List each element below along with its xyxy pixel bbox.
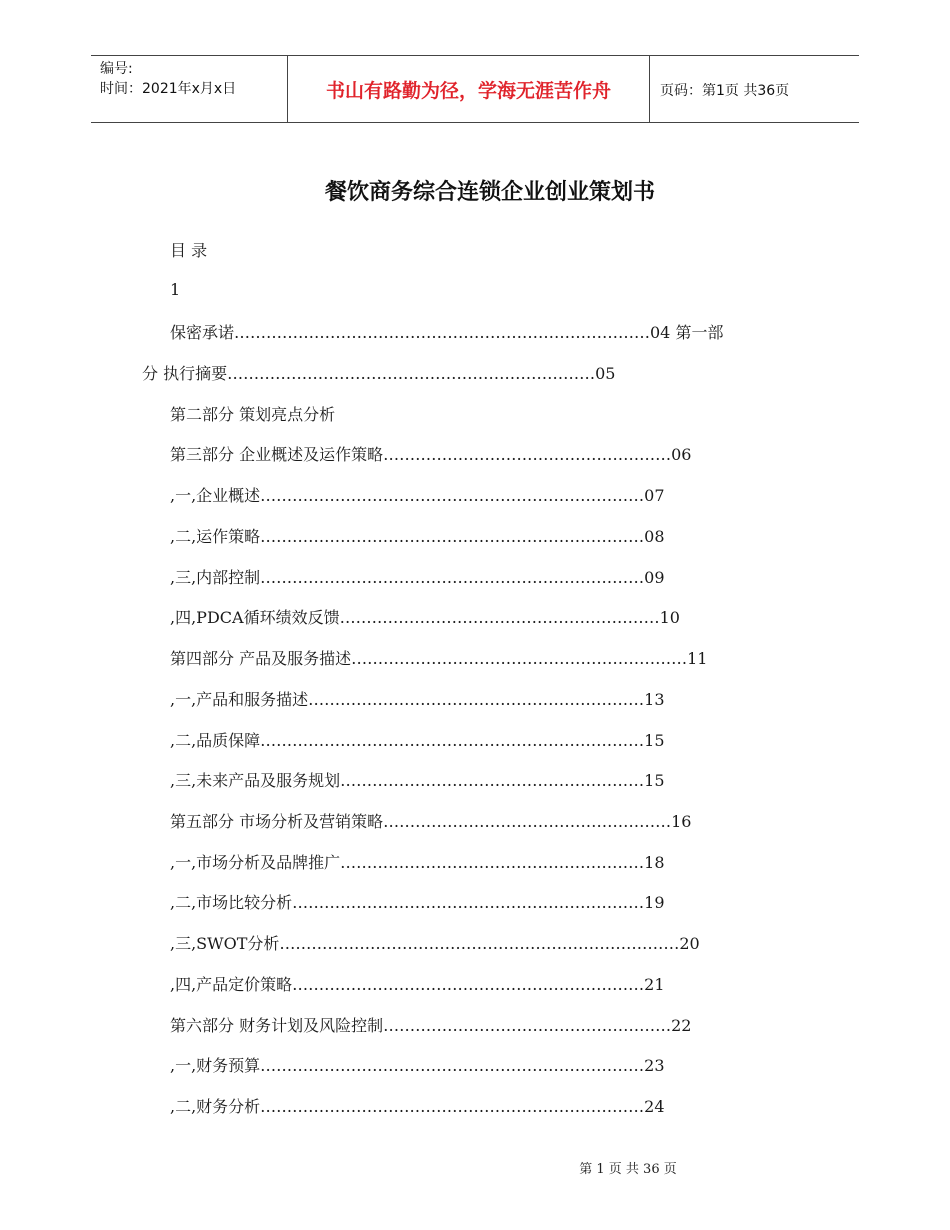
toc-line: ,二,运作策略………………………………………………………………08 — [170, 527, 665, 546]
toc-line: ,二,市场比较分析…………………………………………………………19 — [170, 893, 665, 912]
toc-line: ,一,企业概述………………………………………………………………07 — [170, 486, 665, 505]
serial-label: 编号: — [100, 61, 133, 77]
motto: 书山有路勤为径，学海无涯苦作舟 — [325, 80, 611, 102]
toc-line: ,一,产品和服务描述………………………………………………………13 — [170, 690, 665, 709]
header-motto-cell — [288, 56, 650, 122]
toc-line: 第二部分 策划亮点分析 — [170, 405, 336, 424]
page-footer: 第 1 页 共 36 页 — [579, 1162, 677, 1177]
toc-line: ,四,PDCA循环绩效反馈……………………………………………………10 — [170, 608, 680, 627]
toc-line: ,一,市场分析及品牌推广…………………………………………………18 — [170, 853, 665, 872]
toc-line: ,三,未来产品及服务规划…………………………………………………15 — [170, 771, 665, 790]
toc-line: 保密承诺……………………………………………………………………04 第一部 — [170, 323, 724, 342]
toc-line: ,一,财务预算………………………………………………………………23 — [170, 1056, 665, 1075]
page-label: 页码：第1页 共36页 — [660, 83, 790, 99]
toc-line: ,三,SWOT分析…………………………………………………………………20 — [170, 934, 700, 953]
toc-line: 分 执行摘要……………………………………………………………05 — [142, 364, 616, 383]
toc-line: ,四,产品定价策略…………………………………………………………21 — [170, 975, 665, 994]
time-label: 时间：2021年x月x日 — [100, 81, 237, 97]
toc-line: 第三部分 企业概述及运作策略………………………………………………06 — [170, 445, 692, 464]
toc-line: 第六部分 财务计划及风险控制………………………………………………22 — [170, 1016, 692, 1035]
toc-number: 1 — [170, 280, 181, 299]
header-meta-cell — [91, 56, 288, 122]
document-title: 餐饮商务综合连锁企业创业策划书 — [324, 180, 655, 205]
toc-line: ,三,内部控制………………………………………………………………09 — [170, 568, 665, 587]
document-header — [91, 55, 859, 123]
header-page-cell — [650, 56, 859, 122]
toc-heading: 目 录 — [170, 241, 208, 260]
toc-line: 第四部分 产品及服务描述………………………………………………………11 — [170, 649, 708, 668]
toc-line: ,二,财务分析………………………………………………………………24 — [170, 1097, 665, 1116]
toc-line: ,二,品质保障………………………………………………………………15 — [170, 731, 665, 750]
toc-line: 第五部分 市场分析及营销策略………………………………………………16 — [170, 812, 692, 831]
